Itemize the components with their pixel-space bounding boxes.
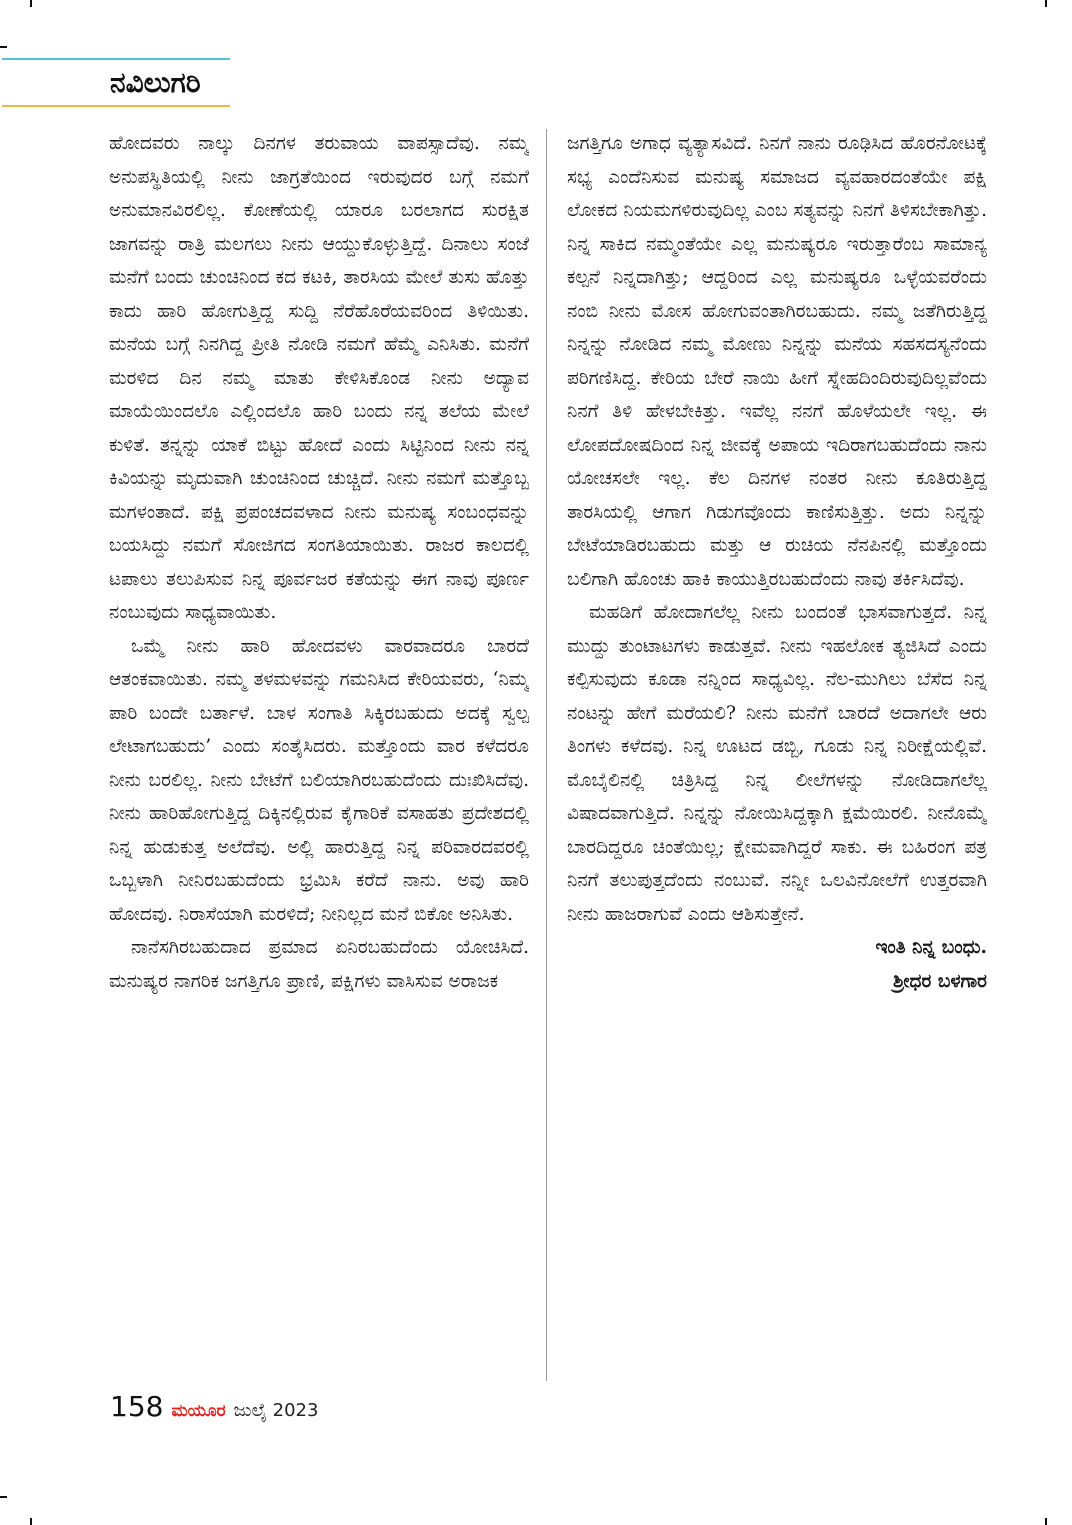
article-paragraph: ನಾನೆಸಗಿರಬಹುದಾದ ಪ್ರಮಾದ ಏನಿರಬಹುದೆಂದು ಯೋಚಿಸಿದೆ. ಮನುಷ್ಯರ ನಾಗರಿಕ ಜಗತ್ತಿಗೂ ಪ್ರಾಣಿ, ಪಕ್ಷಿಗಳು ವಾಸಿಸುವ ಅರಾಜಕ [109, 937, 529, 992]
article-column-left [109, 127, 529, 1382]
crop-mark-bottom-left-vertical [30, 1518, 32, 1525]
article-paragraph: ಮಹಡಿಗೆ ಹೋದಾಗಲೆಲ್ಲ ನೀನು ಬಂದಂತೆ ಭಾಸವಾಗುತ್ತದೆ. ನಿನ್ನ ಮುದ್ದು ತುಂಟಾಟಗಳು ಕಾಡುತ್ತವೆ. ನೀನು ಇಹಲೋಕ ತ್ಯಜಿಸಿದೆ ಎಂದು ಕಲ್ಪಿಸುವುದು ಕೂಡಾ ನನ್ನಿಂದ ಸಾಧ್ಯವಿಲ್ಲ. ನೆಲ-ಮುಗಿಲು ಬೆಸೆದ ನಿನ್ನ ನಂಟನ್ನು ಹೇಗೆ ಮರೆಯಲಿ? ನೀನು ಮನೆಗೆ ಬಾರದೆ ಅದಾಗಲೇ ಆರು ತಿಂಗಳು ಕಳೆದವು. ನಿನ್ನ ಊಟದ ಡಬ್ಬಿ, ಗೂಡು ನಿನ್ನ ನಿರೀಕ್ಷೆಯಲ್ಲಿವೆ. ಮೊಬೈಲಿನಲ್ಲಿ ಚಿತ್ರಿಸಿದ್ದ ನಿನ್ನ ಲೀಲೆಗಳನ್ನು ನೋಡಿದಾಗಲೆಲ್ಲ ವಿಷಾದವಾಗುತ್ತಿದೆ. ನಿನ್ನನ್ನು ನೋಯಿಸಿದ್ದಕ್ಕಾಗಿ ಕ್ಷಮೆಯಿರಲಿ. ನೀನೊಮ್ಮೆ ಬಾರದಿದ್ದರೂ ಚಿಂತೆಯಿಲ್ಲ; ಕ್ಷೇಮವಾಗಿದ್ದರೆ ಸಾಕು. ಈ ಬಹಿರಂಗ ಪತ್ರ ನಿನಗೆ ತಲುಪುತ್ತದೆಂದು ನಂಬುವೆ. ನನ್ನೀ ಒಲವಿನೋಲೆಗೆ ಉತ್ತರವಾಗಿ ನೀನು ಹಾಜರಾಗುವೆ ಎಂದು ಆಶಿಸುತ್ತೇನೆ. [567, 602, 987, 925]
author-name: ಶ್ರೀಧರ ಬಳಗಾರ [893, 970, 987, 992]
page-footer [110, 1390, 318, 1430]
crop-mark-top-left-vertical [30, 0, 32, 7]
section-title: ನವಿಲುಗರಿ [110, 66, 201, 99]
article-column-right [567, 127, 987, 1382]
header-rule-bottom [2, 105, 230, 107]
column-divider [546, 129, 547, 1381]
crop-mark-bottom-left-horizontal [0, 1496, 7, 1498]
crop-mark-top-left-horizontal [0, 46, 7, 48]
article-paragraph: ಜಗತ್ತಿಗೂ ಅಗಾಧ ವ್ಯತ್ಯಾಸವಿದೆ. ನಿನಗೆ ನಾನು ರೂಢಿಸಿದ ಹೊರನೋಟಕ್ಕೆ ಸಭ್ಯ ಎಂದೆನಿಸುವ ಮನುಷ್ಯ ಸಮಾಜದ ವ್ಯವಹಾರದಂತೆಯೇ ಪಕ್ಷಿ ಲೋಕದ ನಿಯಮಗಳಿರುವುದಿಲ್ಲ ಎಂಬ ಸತ್ಯವನ್ನು ನಿನಗೆ ತಿಳಿಸಬೇಕಾಗಿತ್ತು. ನಿನ್ನ ಸಾಕಿದ ನಮ್ಮಂತೆಯೇ ಎಲ್ಲ ಮನುಷ್ಯರೂ ಇರುತ್ತಾರೆಂಬ ಸಾಮಾನ್ಯ ಕಲ್ಪನೆ ನಿನ್ನದಾಗಿತ್ತು; ಆದ್ದರಿಂದ ಎಲ್ಲ ಮನುಷ್ಯರೂ ಒಳ್ಳೆಯವರೆಂದು ನಂಬಿ ನೀನು ಮೋಸ ಹೋಗುವಂತಾಗಿರಬಹುದು. ನಮ್ಮ ಜತೆಗಿರುತ್ತಿದ್ದ ನಿನ್ನನ್ನು ನೋಡಿದ ನಮ್ಮ ಮೋಣು ನಿನ್ನನ್ನು ಮನೆಯ ಸಹಸದಸ್ಯನೆಂದು ಪರಿಗಣಿಸಿದ್ದ. ಕೇರಿಯ ಬೇರೆ ನಾಯಿ ಹೀಗೆ ಸ್ನೇಹದಿಂದಿರುವುದಿಲ್ಲವೆಂದು ನಿನಗೆ ತಿಳಿ ಹೇಳಬೇಕಿತ್ತು. ಇವೆಲ್ಲ ನನಗೆ ಹೊಳೆಯಲೇ ಇಲ್ಲ. ಈ ಲೋಪದೋಷದಿಂದ ನಿನ್ನ ಜೀವಕ್ಕೆ ಅಪಾಯ ಇದಿರಾಗಬಹುದೆಂದು ನಾನು ಯೋಚಸಲೇ ಇಲ್ಲ. ಕೆಲ ದಿನಗಳ ನಂತರ ನೀನು ಕೂತಿರುತ್ತಿದ್ದ ತಾರಸಿಯಲ್ಲಿ ಆಗಾಗ ಗಿಡುಗವೊಂದು ಕಾಣಿಸುತ್ತಿತ್ತು. ಅದು ನಿನ್ನನ್ನು ಬೇಟೆಯಾಡಿರಬಹುದು ಮತ್ತು ಆ ರುಚಿಯ ನೆನಪಿನಲ್ಲಿ ಮತ್ತೊಂದು ಬಲಿಗಾಗಿ ಹೊಂಚು ಹಾಕಿ ಕಾಯುತ್ತಿರಬಹುದೆಂದು ನಾವು ತರ್ಕಿಸಿದೆವು. [567, 133, 987, 590]
issue-date: ಜುಲೈ 2023 [233, 1400, 319, 1421]
magazine-logo: ಮಯೂರ [171, 1401, 226, 1421]
header-rule-top [2, 58, 230, 60]
crop-mark-bottom-right-vertical [1045, 1518, 1047, 1525]
crop-mark-top-right-vertical [1045, 0, 1047, 7]
article-paragraph: ಹೋದವರು ನಾಲ್ಕು ದಿನಗಳ ತರುವಾಯ ವಾಪಸ್ಸಾದೆವು. ನಮ್ಮ ಅನುಪಸ್ಥಿತಿಯಲ್ಲಿ ನೀನು ಜಾಗ್ರತೆಯಿಂದ ಇರುವುದರ ಬಗ್ಗೆ ನಮಗೆ ಅನುಮಾನವಿರಲಿಲ್ಲ. ಕೋಣೆಯಲ್ಲಿ ಯಾರೂ ಬರಲಾಗದ ಸುರಕ್ಷಿತ ಜಾಗವನ್ನು ರಾತ್ರಿ ಮಲಗಲು ನೀನು ಆಯ್ದುಕೊಳ್ಳುತ್ತಿದ್ದೆ. ದಿನಾಲು ಸಂಜೆ ಮನೆಗೆ ಬಂದು ಚುಂಚಿನಿಂದ ಕದ ಕಟಕಿ, ತಾರಸಿಯ ಮೇಲೆ ತುಸು ಹೊತ್ತು ಕಾದು ಹಾರಿ ಹೋಗುತ್ತಿದ್ದ ಸುದ್ದಿ ನೆರೆಹೊರೆಯವರಿಂದ ತಿಳಿಯಿತು. ಮನೆಯ ಬಗ್ಗೆ ನಿನಗಿದ್ದ ಪ್ರೀತಿ ನೋಡಿ ನಮಗೆ ಹೆಮ್ಮೆ ಎನಿಸಿತು. ಮನೆಗೆ ಮರಳಿದ ದಿನ ನಮ್ಮ ಮಾತು ಕೇಳಿಸಿಕೊಂಡ ನೀನು ಅದ್ಯಾವ ಮಾಯೆಯಿಂದಲೊ ಎಲ್ಲಿಂದಲೊ ಹಾರಿ ಬಂದು ನನ್ನ ತಲೆಯ ಮೇಲೆ ಕುಳಿತೆ. ತನ್ನನ್ನು ಯಾಕೆ ಬಿಟ್ಟು ಹೋದೆ ಎಂದು ಸಿಟ್ಟಿನಿಂದ ನೀನು ನನ್ನ ಕಿವಿಯನ್ನು ಮೃದುವಾಗಿ ಚುಂಚಿನಿಂದ ಚುಚ್ಚಿದೆ. ನೀನು ನಮಗೆ ಮತ್ತೊಬ್ಬ ಮಗಳಂತಾದೆ. ಪಕ್ಷಿ ಪ್ರಪಂಚದವಳಾದ ನೀನು ಮನುಷ್ಯ ಸಂಬಂಧವನ್ನು ಬಯಸಿದ್ದು ನಮಗೆ ಸೋಜಿಗದ ಸಂಗತಿಯಾಯಿತು. ರಾಜರ ಕಾಲದಲ್ಲಿ ಟಪಾಲು ತಲುಪಿಸುವ ನಿನ್ನ ಪೂರ್ವಜರ ಕತೆಯನ್ನು ಈಗ ನಾವು ಪೂರ್ಣ ನಂಬುವುದು ಸಾಧ್ಯವಾಯಿತು. [109, 133, 529, 623]
section-header [0, 58, 232, 108]
article-paragraph: ಒಮ್ಮೆ ನೀನು ಹಾರಿ ಹೋದವಳು ವಾರವಾದರೂ ಬಾರದೆ ಆತಂಕವಾಯಿತು. ನಮ್ಮ ತಳಮಳವನ್ನು ಗಮನಿಸಿದ ಕೇರಿಯವರು, ‘ನಿಮ್ಮ ಪಾರಿ ಬಂದೇ ಬರ್ತಾಳೆ. ಬಾಳ ಸಂಗಾತಿ ಸಿಕ್ಕಿರಬಹುದು ಅದಕ್ಕೆ ಸ್ವಲ್ಪ ಲೇಟಾಗಬಹುದು’ ಎಂದು ಸಂತೈಸಿದರು. ಮತ್ತೊಂದು ವಾರ ಕಳೆದರೂ ನೀನು ಬರಲಿಲ್ಲ. ನೀನು ಬೇಟೆಗೆ ಬಲಿಯಾಗಿರಬಹುದೆಂದು ದುಃಖಿಸಿದೆವು. ನೀನು ಹಾರಿಹೋಗುತ್ತಿದ್ದ ದಿಕ್ಕಿನಲ್ಲಿರುವ ಕೈಗಾರಿಕೆ ವಸಾಹತು ಪ್ರದೇಶದಲ್ಲಿ ನಿನ್ನ ಹುಡುಕುತ್ತ ಅಲೆದೆವು. ಅಲ್ಲಿ ಹಾರುತ್ತಿದ್ದ ನಿನ್ನ ಪರಿವಾರದವರಲ್ಲಿ ಒಬ್ಬಳಾಗಿ ನೀನಿರಬಹುದೆಂದು ಭ್ರಮಿಸಿ ಕರೆದೆ ನಾನು. ಅವು ಹಾರಿ ಹೋದವು. ನಿರಾಸೆಯಾಗಿ ಮರಳಿದೆ; ನೀನಿಲ್ಲದ ಮನೆ ಬಿಕೋ ಅನಿಸಿತು. [109, 635, 529, 925]
letter-closing: ಇಂತಿ ನಿನ್ನ ಬಂಧು. [875, 937, 987, 958]
page-number: 158 [110, 1390, 164, 1423]
